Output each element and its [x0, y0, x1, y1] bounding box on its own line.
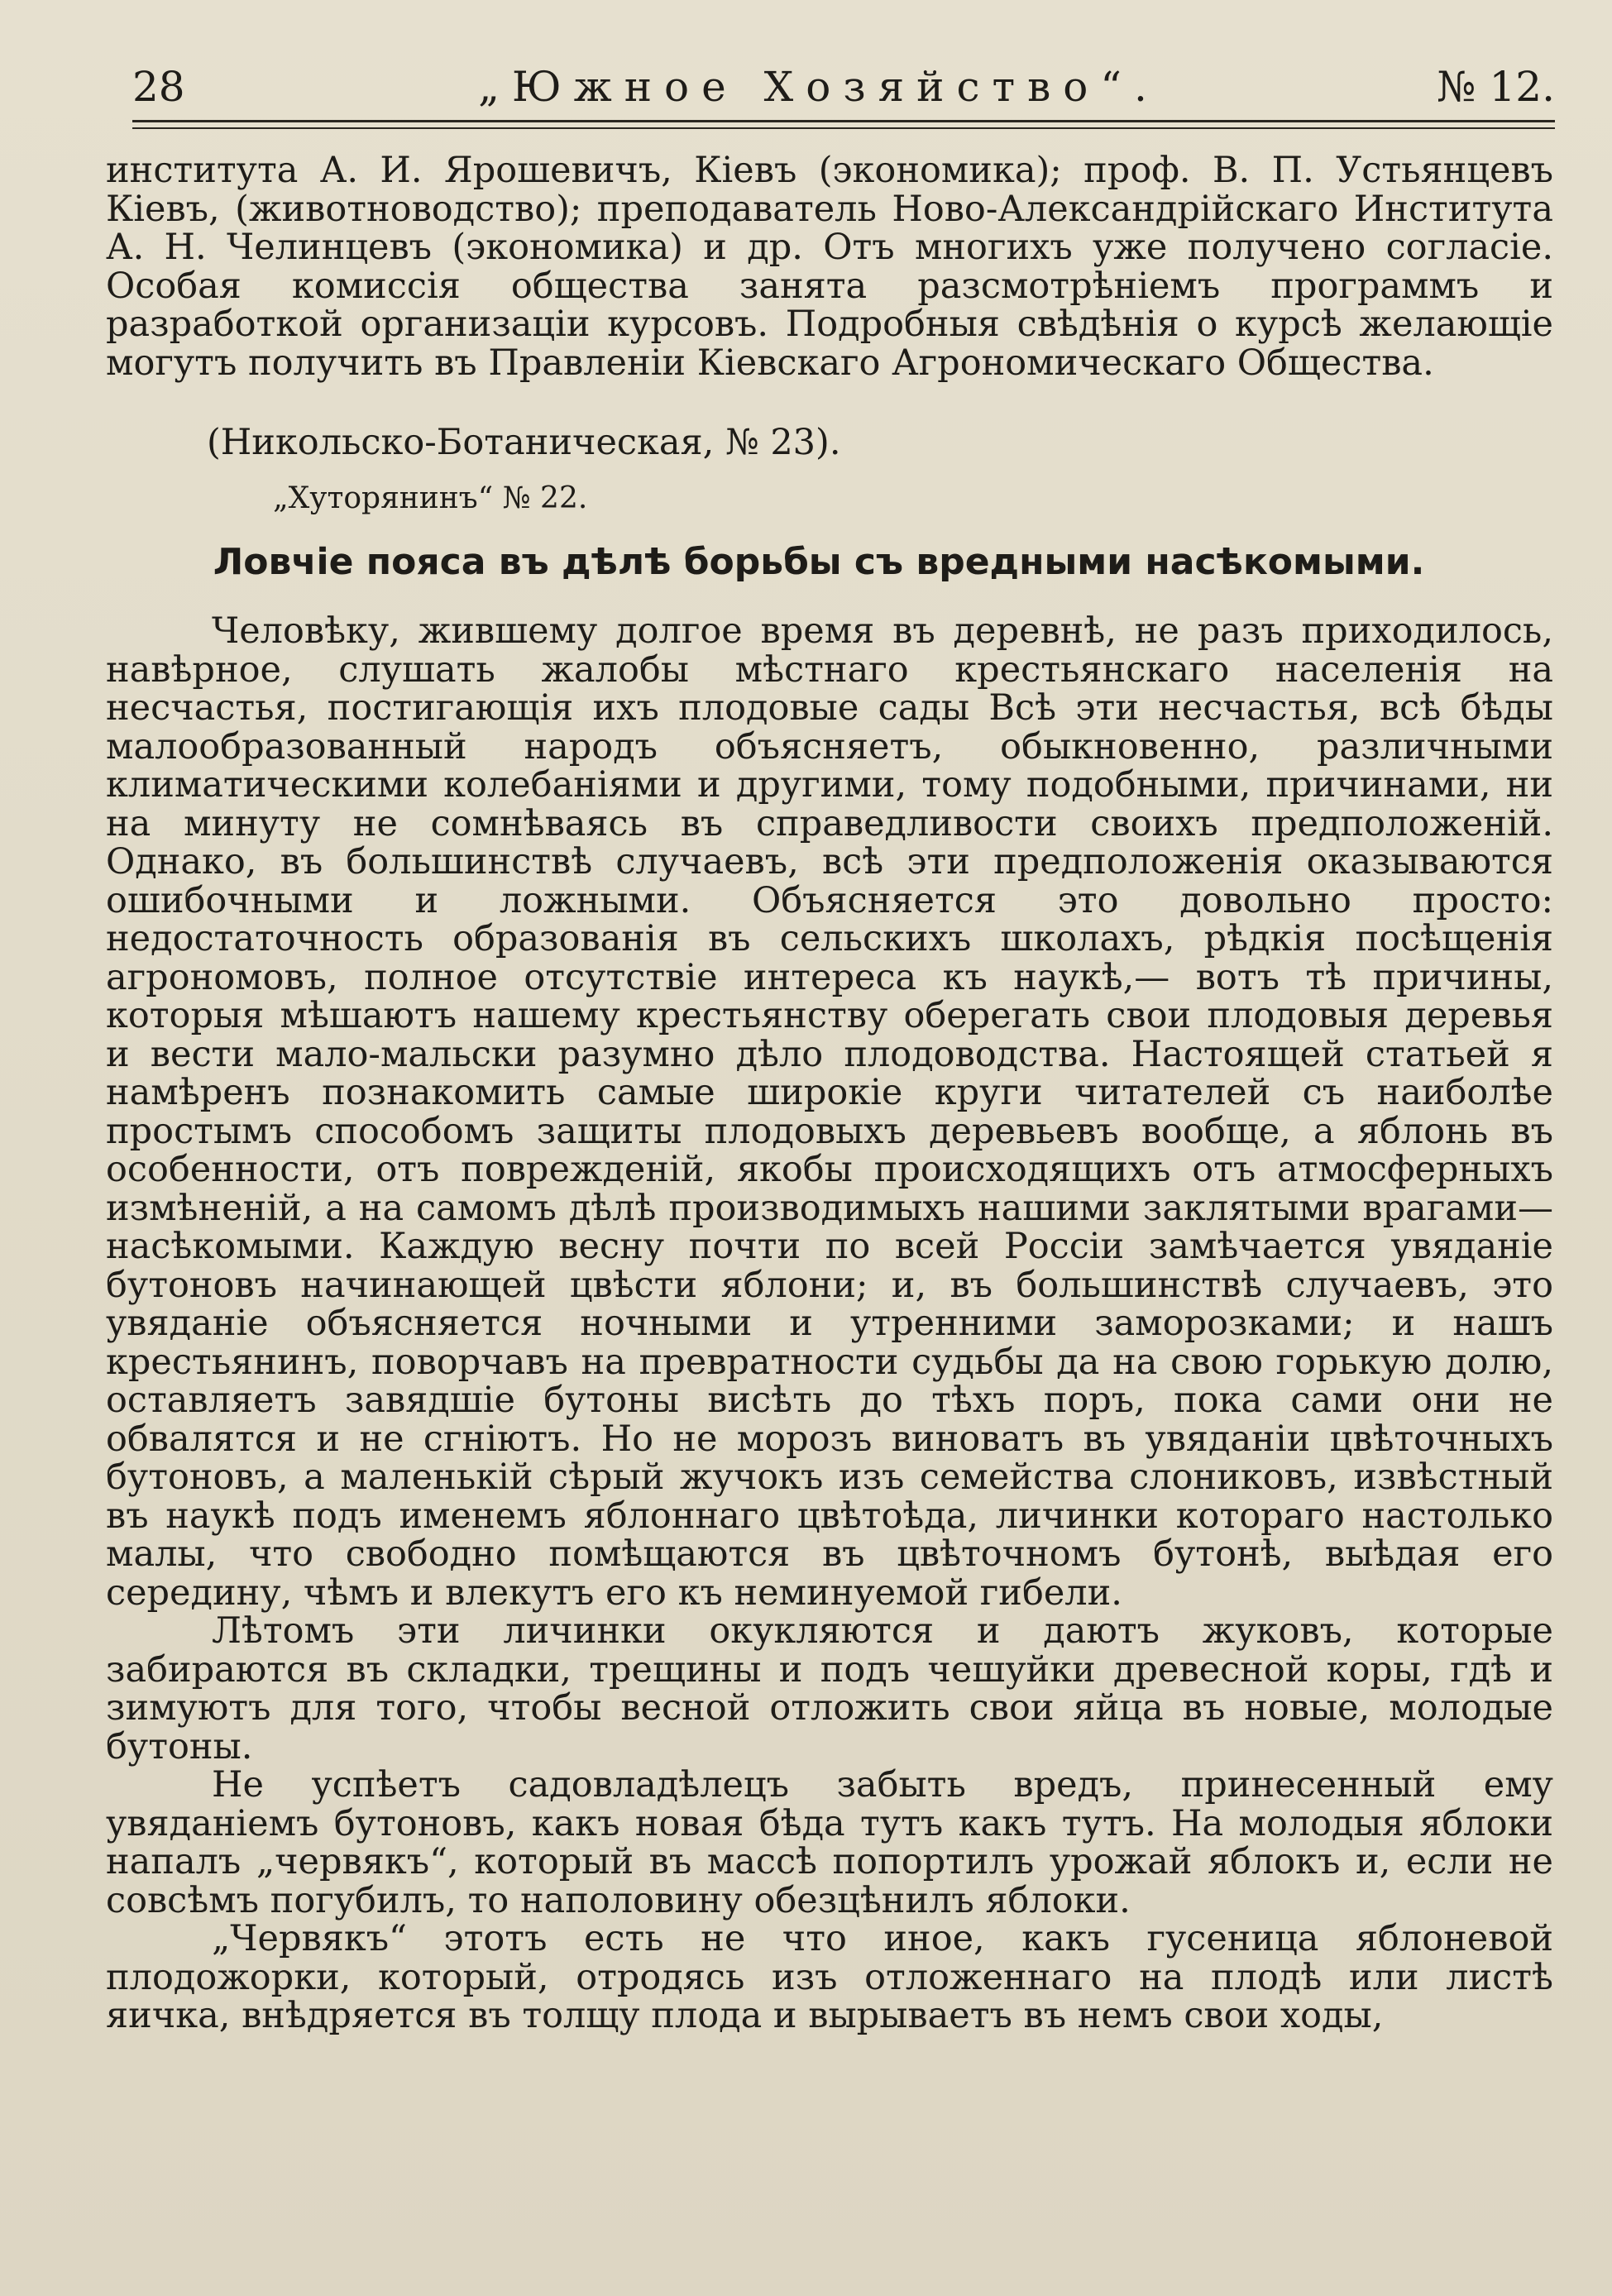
article-headline: Ловчіе пояса въ дѣлѣ борьбы съ вредными насѣкомыми.	[213, 541, 1425, 583]
page-number: 28	[132, 63, 185, 111]
source-credit: „Хуторянинъ“ № 22.	[273, 481, 588, 515]
top-paragraph: института А. И. Ярошевичъ, Кіевъ (экономика); проф. В. П. Устьянцевъ Кіевъ, (животноводство); преподаватель Ново-Александрійскаго Института А. Н. Челинцевъ (экономика) и др. Отъ многихъ уже получено согласіе. Особая комиссія общества занята разсмотрѣніемъ программъ и разработкой организаціи курсовъ. Подробныя свѣдѣнія о курсѣ желающіе могутъ получить въ Правленіи Кіевскаго Агрономическаго Общества.	[106, 150, 1553, 384]
page-header	[132, 58, 1555, 116]
source-address: (Никольско-Ботаническая, № 23).	[207, 422, 841, 463]
article-paragraph-2: Лѣтомъ эти личинки окукляются и даютъ жуковъ, которые забираются въ складки, трещины и подъ чешуйки древесной коры, гдѣ и зимуютъ для того, чтобы весной отложить свои яйца въ новые, молодые бутоны.	[106, 1610, 1553, 1767]
article-paragraph-4: „Червякъ“ этотъ есть не что иное, какъ гусеница яблоневой плодожорки, который, отродясь изъ отложеннаго на плодѣ или листѣ яичка, внѣдряется въ толщу плода и вырываетъ въ немъ свои ходы,	[106, 1918, 1553, 2036]
article-body	[106, 612, 1553, 2035]
issue-number: № 12.	[1437, 63, 1555, 111]
top-paragraph-block	[106, 151, 1553, 382]
header-rule-thick	[132, 120, 1555, 122]
article-paragraph-1: Человѣку, жившему долгое время въ деревнѣ, не разъ приходилось, навѣрное, слушать жалобы мѣстнаго крестьянскаго населенія на несчастья, постигающія ихъ плодовые сады Всѣ эти несчастья, всѣ бѣды малообразованный народъ объясняетъ, обыкновенно, различными климатическими колебаніями и другими, тому подобными, причинами, ни на минуту не сомнѣваясь въ справедливости своихъ предположеній. Однако, въ большинствѣ случаевъ, всѣ эти предположенія оказываются ошибочными и ложными. Объясняется это довольно просто: недостаточность образованія въ сельскихъ школахъ, рѣдкія посѣщенія агрономовъ, полное отсутствіе интереса къ наукѣ,— вотъ тѣ причины, которыя мѣшаютъ нашему крестьянству оберегать свои плодовыя деревья и вести мало-мальски разумно дѣло плодоводства. Настоящей статьей я намѣренъ познакомить самые широкіе круги читателей съ наиболѣе простымъ способомъ защиты плодовыхъ деревьевъ вообще, а яблонь въ особенности, отъ поврежденій, якобы происходящихъ отъ атмосферныхъ измѣненій, а на самомъ дѣлѣ производимыхъ нашими заклятыми врагами—насѣкомыми. Каждую весну почти по всей Россіи замѣчается увяданіе бутоновъ начинающей цвѣсти яблони; и, въ большинствѣ случаевъ, это увяданіе объясняется ночными и утренними заморозками; и нашъ крестьянинъ, поворчавъ на превратности судьбы да на свою горькую долю, оставляетъ завядшіе бутоны висѣть до тѣхъ поръ, пока сами они не обвалятся и не сгніютъ. Но не морозъ виноватъ въ увяданіи цвѣточныхъ бутоновъ, а маленькій сѣрый жучокъ изъ семейства слониковъ, извѣстный въ наукѣ подъ именемъ яблоннаго цвѣтоѣда, личинки котораго настолько малы, что свободно помѣщаются въ цвѣточномъ бутонѣ, выѣдая его середину, чѣмъ и влекутъ его къ неминуемой гибели.	[106, 610, 1553, 1614]
journal-title: „Южное Хозяйство“.	[478, 63, 1160, 111]
article-paragraph-3: Не успѣетъ садовладѣлецъ забыть вредъ, принесенный ему увяданіемъ бутоновъ, какъ новая бѣда тутъ какъ тутъ. На молодыя яблоки напалъ „червякъ“, который въ массѣ попортилъ урожай яблокъ и, если не совсѣмъ погубилъ, то наполовину обезцѣнилъ яблоки.	[106, 1764, 1553, 1921]
header-rule-thin	[132, 127, 1555, 129]
